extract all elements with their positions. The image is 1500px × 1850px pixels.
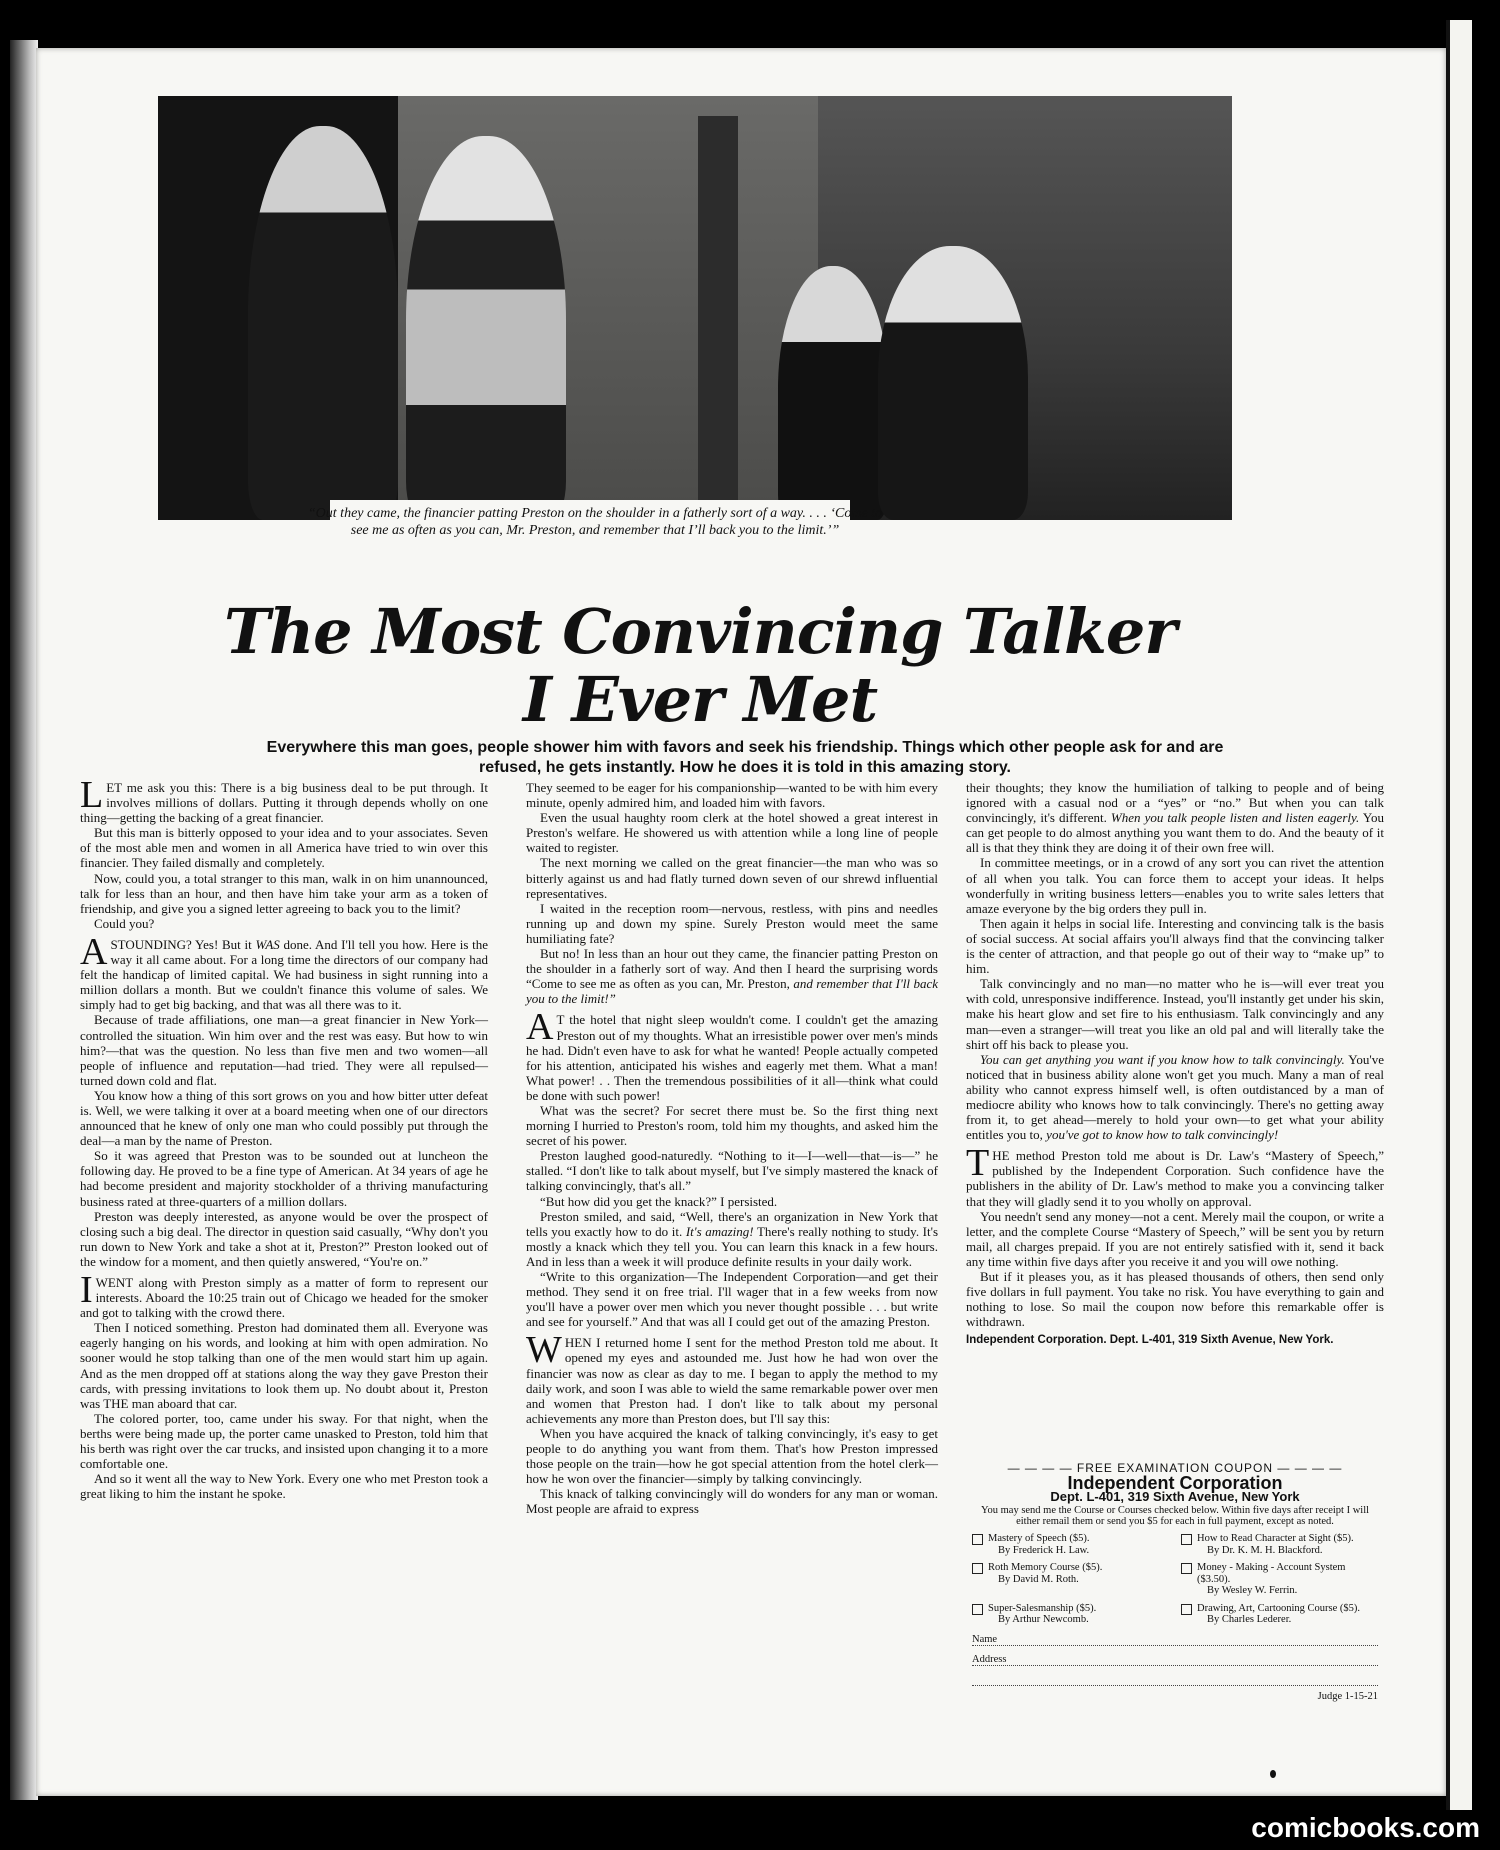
photo-figure-waiting-man — [878, 246, 1028, 520]
paragraph — [526, 946, 938, 1006]
paragraph-text: HE method Preston told me about is Dr. Law's “Mastery of Speech,” published by the Independent Corporation. Such confidence have the publishers in the ability of Dr. Law's method to make you a convincing talker that they will gladly send it to you wholly on approval. — [966, 1148, 1384, 1209]
course-author: By Dr. K. M. H. Blackford. — [1207, 1544, 1323, 1556]
photo-figure-financier — [406, 136, 566, 520]
drop-cap: A — [80, 930, 108, 973]
photo-door-frame — [698, 116, 738, 520]
paragraph-text: ET me ask you this: There is a big business deal to be put through. It involves millions of dollars. Putting it through depends wholly on one thing—getting the backing of a great financier. — [80, 780, 488, 826]
course-title: Super-Salesmanship ($5). — [988, 1602, 1097, 1614]
paragraph: You know how a thing of this sort grows on you and how bitter utter defeat is. Well, we were talking it over at a board meeting when one of our directors announced that he knew of only one man who could possibly put through the deal—a man by the name of Preston. — [80, 1087, 488, 1149]
address-field[interactable]: Address — [972, 1653, 1378, 1666]
headline — [150, 595, 1250, 736]
paragraph-text: Preston smiled, and said, “Well, there's an organization in New York that tells you exactly how to do it. — [526, 1208, 938, 1239]
paragraph: The colored porter, too, came under his sway. For that night, when the berths were being made up, the porter came unasked to Preston, told him that his berth was right over the car trucks, and insisted upon changing it to a more comfortable one. — [80, 1410, 488, 1472]
drop-cap: T — [966, 1142, 990, 1185]
course-option[interactable] — [1181, 1533, 1378, 1556]
illustration-photo — [158, 96, 1232, 520]
paragraph-text: their thoughts; they know the humiliation of talking to people and of being ignored with a casual nod or a “yes” or “no.” But when you can talk convincingly, it's different. — [966, 780, 1384, 826]
paragraph: When you have acquired the knack of talking convincingly, it's easy to get people to do anything you want from them. That's how Preston impressed those people on the train—how he got special attention from the hotel clerk—how he won over the financier—simply by talking convincingly. — [526, 1425, 938, 1487]
paragraph — [966, 1052, 1384, 1143]
course-author: By Charles Lederer. — [1207, 1614, 1292, 1625]
emphasis: WAS — [255, 936, 280, 952]
photo-caption: “Out they came, the financier patting Preston on the shoulder in a fatherly sort of a way. . . . ‘Come to see me as often as you can, Mr. Preston, and remember that I’ll back you to the limit.’” — [307, 506, 883, 538]
course-title: How to Read Character at Sight ($5). — [1197, 1533, 1354, 1544]
ink-dot — [1270, 1770, 1276, 1778]
checkbox[interactable] — [1181, 1604, 1192, 1615]
paragraph: And so it went all the way to New York. Every one who met Preston took a great liking to him the instant he spoke. — [80, 1471, 488, 1502]
coupon-company-name: Independent Corporation — [1067, 1473, 1283, 1493]
paragraph: The next morning we called on the great financier—the man who was so bitterly against us and had flatly turned down seven of our shrewd influential representatives. — [526, 855, 938, 901]
site-watermark: comicbooks.com — [1251, 1812, 1480, 1843]
course-author: By Wesley W. Ferrin. — [1207, 1585, 1298, 1596]
paragraph — [526, 1329, 938, 1426]
paragraph-text: HEN I returned home I sent for the method Preston told me about. It opened my eyes and astounded me. Just how he had won over the financier was now as clear as day to me. I began to apply the method to my daily work, and soon I was able to wield the same remarkable power over men and women that Preston had. I don't like to talk about my personal achievements any more than Preston does, but I'll say this: — [526, 1335, 938, 1426]
article-column-3 — [966, 780, 1384, 1348]
paragraph: Then I noticed something. Preston had dominated them all. Everyone was eagerly hanging on his words, and looking at him with open admiration. No sooner would he stop talking than one of the men would start him up again. And as the men dropped off at stations along the way they gave Preston their cards, with pressing invitations to look them up. No doubt about it, Preston was THE man aboard that car. — [80, 1320, 488, 1411]
paragraph: Preston laughed good-naturedly. “Nothing to it—I—well—that—is—” he stalled. “I don't like to talk about myself, but I've simply mastered the knack of talking convincingly, that's all.” — [526, 1148, 938, 1194]
paragraph: What was the secret? For secret there must be. So the first thing next morning I hurried to Preston's room, told him my thoughts, and asked him the secret of his power. — [526, 1102, 938, 1149]
coupon-instructions: You may send me the Course or Courses checked below. Within five days after receipt I will either remail them or send you $5 for each in full payment, except as noted. — [980, 1505, 1370, 1527]
paragraph: Because of trade affiliations, one man—a great financier in New York—controlled the situation. Win him over and the rest was easy. But how to win him?—that was the question. No less than five men and two women—all people of influence and reputation—had tried. They were all repulsed—turned down cold and flat. — [80, 1012, 488, 1088]
course-author: By Arthur Newcomb. — [998, 1614, 1089, 1625]
paragraph: You needn't send any money—not a cent. Merely mail the coupon, or write a letter, and the complete Course “Mastery of Speech,” will be sent you by return mail, all charges prepaid. If you are not entirely satisfied with it, send it back any time within five days after you receive it and you will owe nothing. — [966, 1208, 1384, 1269]
paragraph: “Write to this organization—The Independent Corporation—and get their method. They send it on free trial. I'll wager that in a few weeks from now you'll have a power over men which you never thought possible . . . but write and see for yourself.” And that was all I could get out of the amazing Preston. — [526, 1269, 938, 1330]
course-option[interactable] — [972, 1603, 1169, 1626]
emphasis: You can get anything you want if you know how to talk convincingly. — [980, 1051, 1345, 1067]
publisher-signature: Independent Corporation. Dept. L-401, 319 Sixth Avenue, New York. — [966, 1334, 1334, 1347]
subheadline: Everywhere this man goes, people shower him with favors and seek his friendship. Things which other people ask for and are refused, he gets instantly. How he does it is told in this amazing story. — [266, 739, 1224, 776]
paragraph: They seemed to be eager for his companionship—wanted to be with him every minute, openly admired him, and loaded him with favors. — [526, 780, 938, 811]
paragraph-text: T the hotel that night sleep wouldn't come. I couldn't get the amazing Preston out of my thoughts. What an irresistible power over men's minds he had. Didn't even have to ask for what he wanted! People actually competed for his attention, anticipated his wishes and eagerly met them. What a man! What power! . . Then the tremendous possibilities of it all—think what could be done with such power! — [526, 1012, 938, 1103]
book-spine — [10, 40, 38, 1800]
course-option[interactable] — [972, 1562, 1169, 1597]
paragraph-text: There's really nothing to study. It's mostly a knack which they tell you. You can learn this knack in a few hours. And in less than a week it will produce definite results in your daily work. — [526, 1223, 939, 1269]
course-option[interactable] — [1181, 1562, 1378, 1597]
coupon-banner: — — — — FREE EXAMINATION COUPON — — — — — [1007, 1461, 1343, 1475]
checkbox[interactable] — [972, 1563, 983, 1574]
paragraph: Preston was deeply interested, as anyone would be over the prospect of closing such a big deal. The director in question said casually, “Why don't you run down to New York and take a shot at it, Preston?” Preston looked out of the window for a moment, and then quietly answered, “You're on.” — [80, 1208, 488, 1269]
course-author: By Frederick H. Law. — [998, 1544, 1090, 1556]
paragraph-text: But no! In less than an hour out they came, the financier patting Preston on the shoulder in a fatherly sort of way. And then I heard the surprising words “Come to see me as often as you can, Mr. Preston, — [526, 946, 938, 992]
drop-cap: A — [526, 1006, 554, 1049]
photo-figure-preston — [248, 126, 398, 520]
paragraph: Talk convincingly and no man—no matter who he is—will ever treat you with cold, unresponsive indifference. Instead, you'll instantly get under his skin, make his heart glow and set fire to his enthusiasm. Talk convincingly and any man—even a stranger—will treat you like an old pal and will literally take the shirt off his back to please you. — [966, 976, 1384, 1052]
article-column-1 — [80, 774, 489, 1502]
paragraph: But this man is bitterly opposed to your idea and to your associates. Seven of the most able men and women in all America have tried to win over this financier. They failed dismally and completely. — [80, 825, 488, 871]
course-title: Roth Memory Course ($5). — [988, 1562, 1103, 1573]
paragraph — [526, 1209, 938, 1269]
course-list — [966, 1533, 1384, 1626]
paragraph-text: STOUNDING? Yes! But it — [110, 936, 256, 952]
checkbox[interactable] — [972, 1534, 983, 1545]
paragraph: “But how did you get the knack?” I persisted. — [540, 1193, 778, 1209]
paragraph — [80, 1269, 488, 1321]
checkbox[interactable] — [1181, 1534, 1192, 1545]
paragraph-text: done. And I'll tell you how. Here is the way it all came about. For a long time the directors of our company had felt the handicap of limited capital. We had business in sight running into a million dollars a month. But we couldn't finance this volume of sales. We simply had to get big backing, and that was all there was to it. — [80, 936, 489, 1013]
paragraph — [80, 774, 488, 826]
course-author: By David M. Roth. — [998, 1573, 1079, 1585]
paragraph-text: You can get people to do almost anything you want them to do. And the beauty of it all is that they think they are doing it of their own free will. — [966, 810, 1384, 856]
paragraph — [526, 1006, 938, 1103]
drop-cap: I — [80, 1269, 93, 1311]
paragraph: Now, could you, a total stranger to this man, walk in on him unannounced, talk for less than an hour, and then have him take your arm as a token of friendship, and give you a signed letter agreeing to back you to the limit? — [80, 870, 488, 916]
photo-figure-woman — [778, 266, 888, 520]
paragraph — [966, 1142, 1384, 1209]
paragraph: I waited in the reception room—nervous, restless, with pins and needles running up and down my spine. Surely Preston would meet the same humiliating fate? — [526, 900, 938, 946]
course-option[interactable] — [1181, 1603, 1378, 1626]
paragraph: Then again it helps in social life. Interesting and convincing talk is the basis of social success. At social affairs you'll always find that the convincing talker is the center of attraction, and that people go out of their way to “make up” to him. — [966, 915, 1384, 977]
article-column-2 — [526, 780, 938, 1517]
paragraph: Could you? — [94, 915, 155, 931]
paragraph-text: You've noticed that in business ability alone won't get you much. Many a man of real ability who cannot express himself well, is often outdistanced by a man of mediocre ability who knows how to talk convincingly. There's no getting away from it, to get ahead—merely to hold your own—to get what your ability entitles you to, — [966, 1051, 1384, 1143]
paragraph: In committee meetings, or in a crowd of any sort you can rivet the attention of all when you talk. You can force them to accept your ideas. It helps wonderfully in writing business letters—enables you to write sales letters that amaze everyone by the big orders they pull in. — [966, 855, 1384, 916]
course-title: Drawing, Art, Cartooning Course ($5). — [1197, 1602, 1361, 1614]
course-title: Money - Making - Account System ($3.50). — [1197, 1562, 1346, 1585]
drop-cap: W — [526, 1329, 562, 1372]
paragraph: But if it pleases you, as it has pleased thousands of others, then send only five dollars in full payment. You take no risk. You have everything to gain and nothing to lose. So mail the coupon now before this remarkable offer is withdrawn. — [966, 1269, 1384, 1330]
course-title: Mastery of Speech ($5). — [988, 1533, 1090, 1544]
checkbox[interactable] — [972, 1604, 983, 1615]
checkbox[interactable] — [1181, 1563, 1192, 1574]
paragraph: So it was agreed that Preston was to be sounded out at luncheon the following day. He proved to be a fine type of American. At 34 years of age he had become president and majority stockholder of a thriving manufacturing business rated at three-quarters of a million dollars. — [80, 1148, 488, 1209]
paragraph — [966, 780, 1384, 855]
judge-code: Judge 1-15-21 — [1317, 1690, 1378, 1702]
emphasis: When you talk people listen and listen eagerly. — [1110, 810, 1360, 826]
address-field-line-2[interactable] — [972, 1673, 1378, 1686]
paragraph: This knack of talking convincingly will do wonders for any man or woman. Most people are afraid to express — [526, 1486, 938, 1517]
next-page-edge — [1446, 20, 1472, 1810]
headline-line-1: The Most Convincing Talker — [223, 595, 1177, 668]
emphasis: It's amazing! — [685, 1223, 754, 1239]
paragraph: Even the usual haughty room clerk at the hotel showed a great interest in Preston's welfare. He showered us with attention while a long line of people waited to register. — [526, 810, 938, 856]
coupon-address: Dept. L-401, 319 Sixth Avenue, New York — [1050, 1489, 1300, 1504]
paragraph-text: WENT along with Preston simply as a matter of form to represent our interests. Aboard the 10:25 train out of Chicago we headed for the smoker and got to talking with the crowd there. — [80, 1275, 488, 1321]
drop-cap: L — [80, 774, 104, 816]
name-field[interactable]: Name — [972, 1633, 1378, 1646]
paragraph — [80, 930, 489, 1013]
emphasis: you've got to know how to talk convincingly! — [1046, 1127, 1279, 1143]
free-examination-coupon[interactable] — [966, 1462, 1384, 1703]
headline-line-2: I Ever Met — [522, 663, 878, 736]
emphasis: and remember that I'll back you to the limit!” — [526, 976, 938, 1007]
course-option[interactable] — [972, 1533, 1169, 1556]
